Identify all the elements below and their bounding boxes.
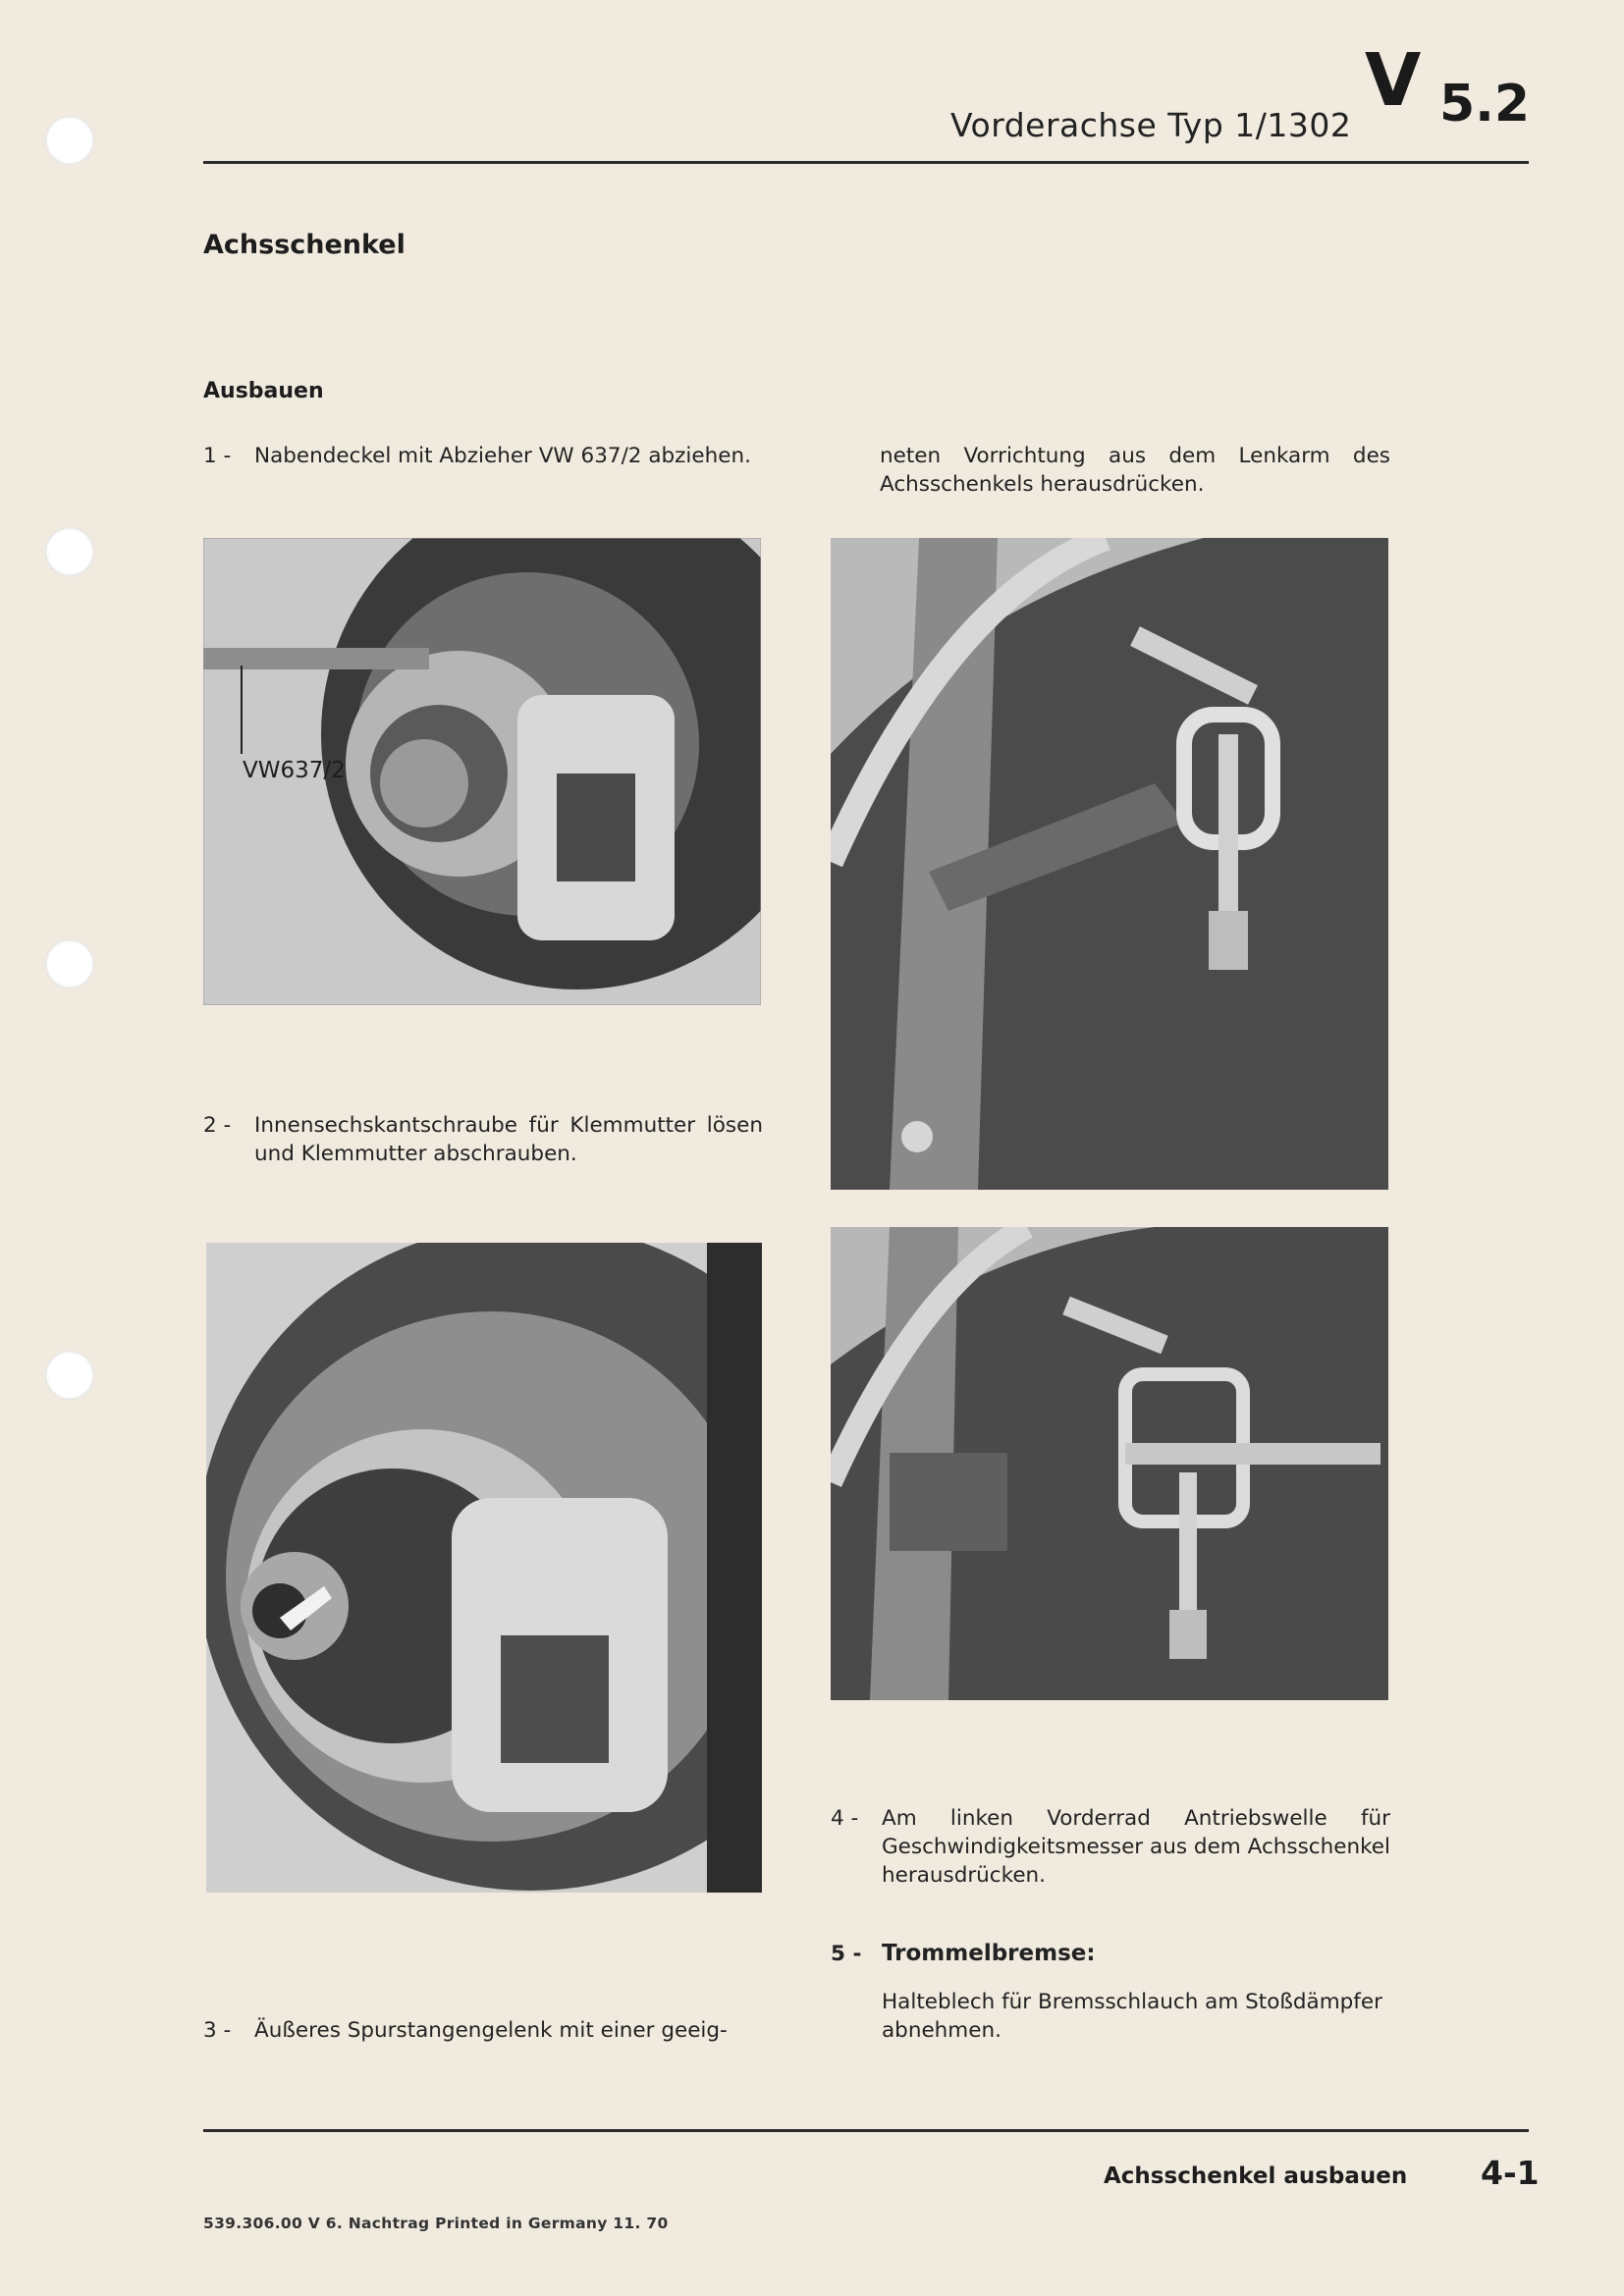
step-text: Am linken Vorderrad Antriebswelle für Geschwindigkeitsmesser aus dem Achsschenkel herausdrücken. bbox=[882, 1806, 1390, 1888]
photo-speedometer-shaft bbox=[831, 1227, 1388, 1700]
subheading: Ausbauen bbox=[203, 379, 324, 403]
step-title: Trommelbremse: bbox=[882, 1941, 1096, 1966]
binder-hole bbox=[45, 116, 94, 165]
photo-clamp-nut bbox=[206, 1243, 762, 1893]
label-leader-line bbox=[241, 666, 243, 754]
step-5-title bbox=[831, 1940, 1390, 1968]
step-number: 1 - bbox=[203, 444, 232, 468]
photo-tie-rod-press bbox=[831, 538, 1388, 1190]
step-text: Nabendeckel mit Abzieher VW 637/2 abziehen. bbox=[254, 444, 751, 468]
photo-hub-cap-puller bbox=[203, 538, 761, 1005]
step-3 bbox=[203, 2016, 763, 2045]
binder-hole bbox=[45, 527, 94, 576]
page-heading: Achsschenkel bbox=[203, 230, 406, 260]
step-2 bbox=[203, 1111, 763, 1168]
step-1 bbox=[203, 442, 763, 470]
step-text: Äußeres Spurstangengelenk mit einer geeig- bbox=[254, 2018, 728, 2043]
step-number: 5 - bbox=[831, 1942, 862, 1966]
footer-rule bbox=[203, 2129, 1529, 2132]
step-4 bbox=[831, 1804, 1390, 1890]
section-number: 5.2 bbox=[1439, 75, 1531, 133]
page-number: 4-1 bbox=[1481, 2154, 1540, 2192]
header-title: Vorderachse Typ 1/1302 bbox=[950, 106, 1352, 144]
section-letter: V bbox=[1365, 38, 1422, 123]
step-3-continuation: neten Vorrichtung aus dem Lenkarm des Achsschenkels herausdrücken. bbox=[880, 444, 1390, 497]
step-number: 2 - bbox=[203, 1113, 232, 1138]
step-text: Innensechskantschraube für Klemmutter lösen und Klemmutter abschrauben. bbox=[254, 1113, 763, 1166]
print-info: 539.306.00 V 6. Nachtrag Printed in Germany 11. 70 bbox=[203, 2215, 669, 2232]
step-5-text: Halteblech für Bremsschlauch am Stoßdämpfer abnehmen. bbox=[882, 1990, 1382, 2043]
footer-title: Achsschenkel ausbauen bbox=[1104, 2163, 1408, 2189]
header-rule bbox=[203, 161, 1529, 164]
binder-hole bbox=[45, 939, 94, 988]
tool-label: VW637/2 bbox=[243, 758, 346, 783]
binder-hole bbox=[45, 1351, 94, 1400]
step-number: 3 - bbox=[203, 2018, 232, 2043]
step-number: 4 - bbox=[831, 1806, 859, 1831]
